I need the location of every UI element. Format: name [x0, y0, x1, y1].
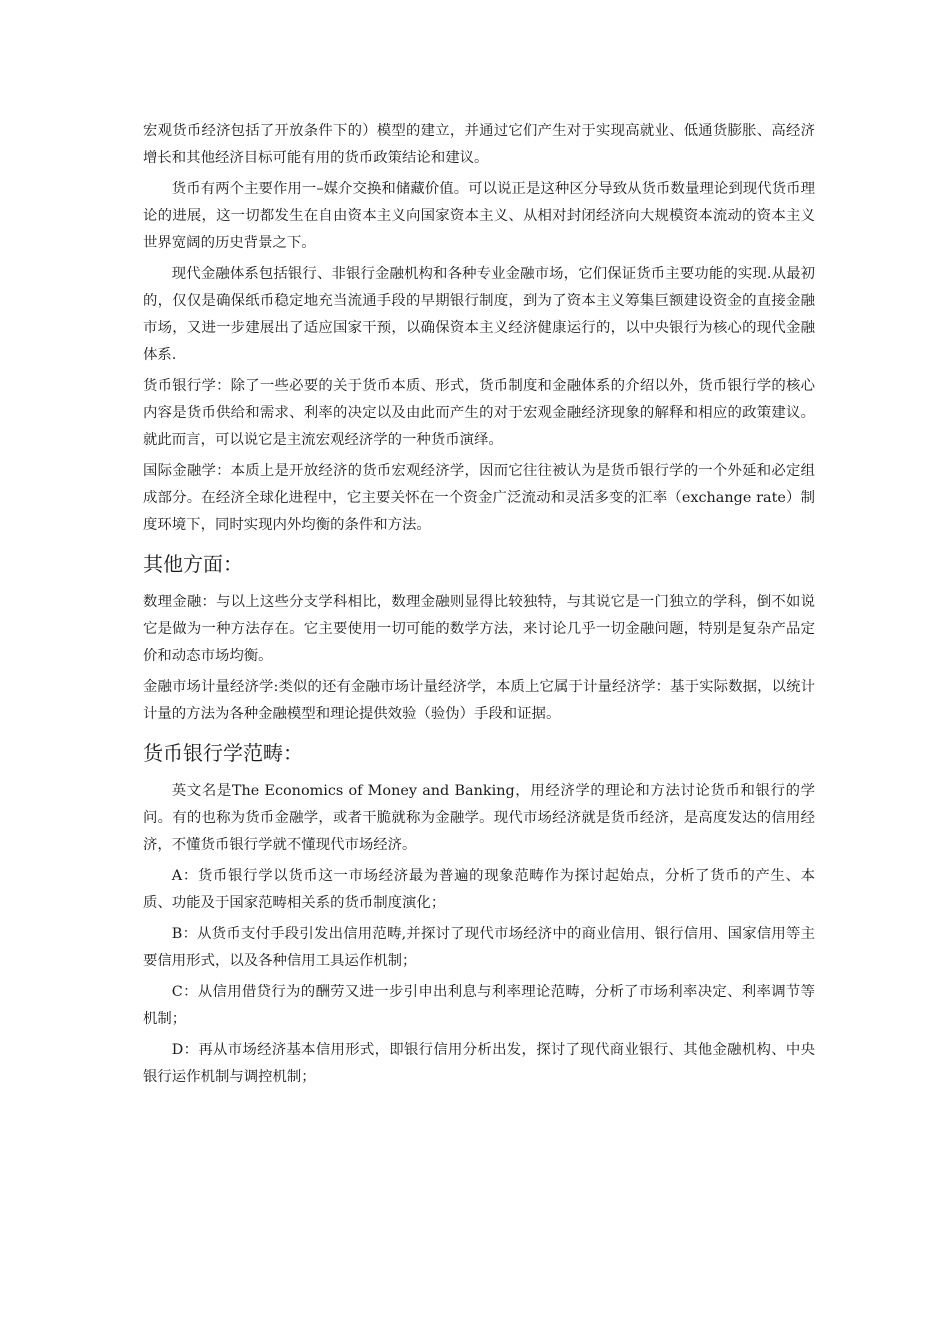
paragraph-money-banking: 货币银行学：除了一些必要的关于货币本质、形式，货币制度和金融体系的介绍以外，货币银行学的核心内容是货币供给和需求、利率的决定以及由此而产生的对于宏观金融经济现象的解释和相应的政策建议。就此而言，可以说它是主流宏观经济学的一种货币演绎。 — [143, 378, 815, 448]
paragraph-financial-econometrics: 金融市场计量经济学:类似的还有金融市场计量经济学，本质上它属于计量经济学：基于实际数据，以统计计量的方法为各种金融模型和理论提供效验（验伪）手段和证据。 — [143, 679, 815, 722]
paragraph-item-a: A：货币银行学以货币这一市场经济最为普遍的现象范畴作为探讨起始点，分析了货币的产生、本质、功能及于国家范畴相关系的货币制度演化； — [143, 868, 815, 911]
paragraph-mathematical-finance: 数理金融：与以上这些分支学科相比，数理金融则显得比较独特，与其说它是一门独立的学科，倒不如说它是做为一种方法存在。它主要使用一切可能的数学方法，来讨论几乎一切金融问题，特别是复杂产品定价和动态市场均衡。 — [143, 594, 815, 664]
heading-other-aspects: 其他方面： — [143, 552, 243, 576]
paragraph-english-name: 英文名是The Economics of Money and Banking，用经济学的理论和方法讨论货币和银行的学问。有的也称为货币金融学，或者干脆就称为金融学。现代市场经济就是货币经济，是高度发达的信用经济，不懂货币银行学就不懂现代市场经济。 — [143, 783, 815, 853]
heading-money-banking-scope: 货币银行学范畴： — [143, 741, 303, 765]
document-body — [143, 118, 815, 1095]
paragraph-international-finance: 国际金融学：本质上是开放经济的货币宏观经济学，因而它往往被认为是货币银行学的一个外延和必定组成部分。在经济全球化进程中，它主要关怀在一个资金广泛流动和灵活多变的汇率（exchange rate）制度环境下，同时实现内外均衡的条件和方法。 — [143, 463, 815, 533]
paragraph-item-b: B：从货币支付手段引发出信用范畴,并探讨了现代市场经济中的商业信用、银行信用、国家信用等主要信用形式，以及各种信用工具运作机制； — [143, 926, 815, 969]
paragraph-item-d: D：再从市场经济基本信用形式，即银行信用分析出发，探讨了现代商业银行、其他金融机构、中央银行运作机制与调控机制； — [143, 1042, 815, 1085]
paragraph-financial-system: 现代金融体系包括银行、非银行金融机构和各种专业金融市场，它们保证货币主要功能的实现.从最初的，仅仅是确保纸币稳定地充当流通手段的早期银行制度，到为了资本主义筹集巨额建设资金的直接金融市场，又进一步建展出了适应国家干预，以确保资本主义经济健康运行的，以中央银行为核心的现代金融体系. — [143, 266, 815, 363]
paragraph-macro-monetary: 宏观货币经济包括了开放条件下的）模型的建立，并通过它们产生对于实现高就业、低通货膨胀、高经济增长和其他经济目标可能有用的货币政策结论和建议。 — [143, 123, 815, 166]
paragraph-money-functions: 货币有两个主要作用一–媒介交换和储藏价值。可以说正是这种区分导致从货币数量理论到现代货币理论的进展，这一切都发生在自由资本主义向国家资本主义、从相对封闭经济向大规模资本流动的资本主义世界宽阔的历史背景之下。 — [143, 181, 815, 251]
paragraph-item-c: C：从信用借贷行为的酬劳又进一步引申出利息与利率理论范畴，分析了市场利率决定、利率调节等机制； — [143, 984, 815, 1027]
